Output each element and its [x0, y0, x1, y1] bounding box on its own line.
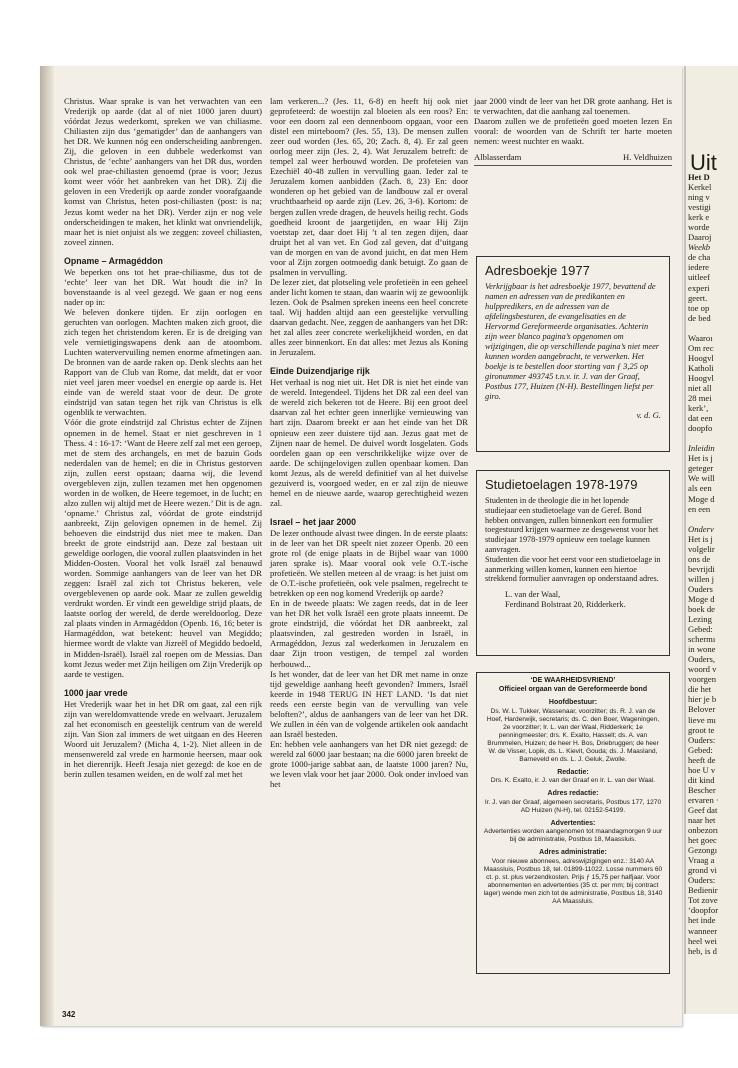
adjacent-page-line: iedere [688, 262, 709, 273]
adjacent-page-line: vestigi [688, 202, 711, 213]
adjacent-page-line: Het D [688, 172, 710, 182]
adjacent-page-line: die het [688, 684, 712, 695]
studietoelagen-notice [476, 470, 670, 656]
adjacent-page-line [688, 323, 728, 333]
paragraph: Het Vrederijk waar het in het DR om gaat, zal een rijk zijn van wereldomvattende vrede en welvaart. Jeruzalem zal het economisch en geestelijk centrum van de wereld zijn. Van Sion zal immers de wet uitgaan en des Heeren Woord uit Jeruzalem? (Micha 4, 1-2). Niet alleen in de mensenwereld zal vrede en harmonie heersen, maar ook in het dierenrijk. Heeft Jesaja niet gezegd: de koe en de berin zullen tesamen weiden, en de wolf zal met het [64, 698, 262, 780]
adjacent-page-line: het inde [688, 915, 716, 926]
adresboekje-notice [476, 256, 670, 452]
article-column-1 [64, 96, 262, 779]
adjacent-page-line: geert. [688, 292, 708, 303]
adjacent-page-line: dat een [688, 413, 713, 424]
page-gutter [40, 66, 54, 1026]
adjacent-page-line: worde [688, 222, 710, 233]
adjacent-page-line: wanneer [688, 925, 718, 936]
colophon-section-heading: Redactie: [557, 768, 589, 776]
adjacent-page-line: schermı [688, 634, 716, 645]
paragraph: Is het wonder, dat de leer van het DR met name in onze tijd geweldige aanhang heeft gevonden? Immers, Israël keerde in 1948 TERUG IN HET LAND. ‘Is dat niet reeds een eerste begin van de vervulling van vele beloften?’, aldus de aanhangers van de leer van het DR. We zullen in één van de volgende artikelen ook aandacht aan Israël besteden. [270, 668, 468, 739]
adjacent-page-line: niet all [688, 382, 712, 393]
adjacent-page-line: in wone [688, 644, 716, 655]
signature-author: H. Veldhuizen [622, 152, 672, 163]
adjacent-page-line: doopfo [688, 423, 713, 434]
colophon-section-body: Drs. K. Exalto, ir. J. van der Graaf en Ir. L. van der Waal. [490, 777, 656, 784]
adjacent-page-line: experi [688, 282, 710, 293]
studietoelagen-text-2: Studenten die voor het eerst voor een studietoelage in aanmerking willen komen, kunnen een hiertoe strekkend formulier aanvragen op onderstaand adres. [485, 554, 661, 584]
adjacent-page-line: Katholi [688, 362, 714, 373]
adjacent-page-line: de cha [688, 252, 711, 263]
adjacent-page-line: Ouders [688, 583, 713, 594]
paragraph: De lezer onthoude alvast twee dingen. In de eerste plaats: in de leer van het DR speelt niet zozeer Openb. 20 een grote rol (de enige plaats in de Bijbel waar van 1000 jaren sprake is). Maar vooral ook vele O.T.-ische profetieën. We stellen meteen al de vraag: is het juist om de O.T.-ische profetieën, ook vele psalmen, regelrecht te betrekken op een nog komend Vrederijk op aarde? [270, 527, 468, 599]
adjacent-page-line: groot te [688, 724, 715, 735]
adjacent-page-line: Gezongı [688, 845, 718, 856]
colophon-section-heading: Adres administratie: [539, 849, 607, 856]
adjacent-page-line: geteger [688, 463, 714, 474]
adjacent-page-line: heb, is d [688, 945, 717, 956]
section-heading: Israel – het jaar 2000 [270, 516, 357, 527]
paragraph: Het verhaal is nog niet uit. Het DR is niet het einde van de wereld. Integendeel. Tijdens het DR zal een deel van de wereld zich bekeren tot de Heere. Bij een groot deel daarvan zal het echter geen innerlijke vernieuwing van hart zijn. Daarom breekt er aan het einde van het DR opnieuw een zeer duistere tijd aan. Jezus gaat met de Zijnen naar de hemel. De duivel wordt losgelaten. Gods oordelen gaan op een verschrikkelijke wijze over de aarde. De schijngelovigen zullen openbaar komen. Dan komt Jezus, als de wereld definitief van al het duivelse gezuiverd is, voorgoed weder, en er zal zijn de nieuwe hemel en de nieuwe aarde, waarop gerechtigheid wezen zal. [270, 377, 468, 508]
adresboekje-title: Adresboekje 1977 [485, 263, 590, 278]
adjacent-page-line: ‘doopfor [688, 905, 719, 916]
colophon-subtitle: Officieel orgaan van de Gereformeerde bond [498, 685, 648, 693]
signature-place: Alblasserdam [474, 152, 522, 163]
colophon-section-body: Advertenties worden aangenomen tot maandagmorgen 9 uur bij de administratie, Postbus 18, Maassluis. [483, 828, 663, 843]
adjacent-page-text [688, 172, 728, 956]
adjacent-page-title: Uit [690, 150, 717, 175]
paragraph: En in de tweede plaats: We zagen reeds, dat in de leer van het DR het volk Israël een grote plaats inneemt. De grote eindstrijd, die vóórdat het DR aanbreekt, zal plaatsvinden, zal gestreden worden in Israël, in Armagéddon, Jezus zal wederkomen in Jeruzalem en daar Zijn troon vestigen, de tempel zal worden herbouwd... [270, 598, 468, 669]
studietoelagen-sign-name: L. van der Waal, [505, 590, 561, 600]
studietoelagen-title: Studietoelagen 1978-1979 [485, 477, 638, 492]
adjacent-page-line: Inleidin [688, 443, 715, 454]
adjacent-page-line: Bescher [688, 784, 716, 795]
adjacent-page-line: Hoogvl [688, 352, 714, 363]
adjacent-page-line: Moge d [688, 493, 715, 504]
paragraph: We beleven donkere tijden. Er zijn oorlogen en geruchten van oorlogen. Machten maken zich groot, die zich tegen het christendom keren. Er is de dreiging van vele vernietigingswapens denk aan de atoombom. Luchten watervervuiling nemen enorme afmetingen aan. De bronnen van de aarde raken op. Denk slechts aan het Rapport van de Club van Rome, dat meldt, dat er voor niet veel jaren meer voedsel en energie op aarde is. Het einde van de wereld staat voor de deur. De grote eindstrijd van satan tegen het rijk van Christus is elk ogenblik te verwachten. [64, 306, 262, 418]
paragraph: Vóór die grote eindstrijd zal Christus echter de Zijnen opnemen in de hemel. Staat er niet geschreven in 1 Thess. 4 : 16-17: ‘Want de Heere zelf zal met een geroep, met de stem des archangels, en met de bazuin Gods nederdalen van de hemel; en die in Christus gestorven zijn, zullen eerst opstaan; daarna wij, die levend overgebleven zijn, zullen tezamen met hen opgenomen worden in de wolken, de Heere tegemoet, in de lucht; en alzo zullen wij altijd met de Heere wezen.’ Dit is de agn. ‘opname.’ Christus zal, vóórdat de grote eindstrijd aanbreekt, Zijn gelovigen opnemen in de hemel. Zij behoeven die eindstrijd dus niet mee te maken. Dan breekt de grote eindstrijd aan. Deze zal bestaan uit geweldige oorlogen, die vooral zullen plaatsvinden in het Midden-Oosten. Vooral het volk Israël zal benauwd worden. Sommige aanhangers van de leer van het DR zeggen: Israël zal zich tot Christus bekeren, vele overgeblevenen op aarde ook. Maar ze zullen geweldig verdrukt worden. Er vindt een geweldige strijd plaats, de laatste oorlog der wereld, de derde wereldoorlog. Deze zal plaats vinden in Armagéddon (Openb. 16, 16; beter is Harmagéddon, wat betekent: heuvel van Megiddo; hiermee wordt de vlakte van Jizreël of Megiddo bedoeld, in Midden-Israël). Israël zal roepen om de Messias. Dan komt Jezus weder met Zijn heiligen om Zijn Vrederijk op aarde te vestigen. [64, 417, 262, 679]
section-heading: 1000 jaar vrede [64, 687, 128, 698]
paragraph: Daarom zullen we de profetieën goed moeten lezen En vooral: de woorden van de Schrift ter harte moeten nemen: weest nuchter en waakt. [474, 116, 672, 147]
studietoelagen-sign-address: Ferdinand Bolstraat 20, Ridderkerk. [505, 600, 626, 610]
colophon-section-body: Ir. J. van der Graaf, algemeen secretaris, Postbus 177, 1270 AD Huizen (N-H), tel. 02152-54199. [484, 798, 662, 814]
adjacent-page-line: Moge d [688, 593, 715, 604]
adjacent-page-line: heel wei [688, 935, 717, 946]
colophon-section-heading: Advertenties: [550, 819, 596, 827]
adjacent-page-line: dit kind [688, 774, 715, 785]
article-column-3 [474, 96, 672, 166]
adjacent-page-line: kerk’, [688, 403, 709, 414]
adjacent-page-line: Vraag a [688, 855, 715, 866]
adjacent-page-line: willen j [688, 573, 715, 584]
adjacent-page-line: grond vi [688, 865, 717, 876]
adjacent-page-line: Gebed: [688, 744, 713, 755]
paragraph: En: hebben vele aanhangers van het DR niet gezegd: de wereld zal 6000 jaar bestaan; na die 6000 jaren breekt de grote 1000-jarige sabbat aan, de laatste 1000 jaren? Nu, we leven vlak voor het jaar 2000. Ook onder invloed van het [270, 738, 468, 790]
colophon [476, 672, 670, 974]
adjacent-page-line: en een [688, 503, 711, 514]
adjacent-page-line: Kerkel [688, 182, 712, 193]
adjacent-page-line: We will [688, 473, 715, 484]
adjacent-page-line: ons de [688, 553, 711, 564]
adjacent-page-line: Hoogvl [688, 372, 714, 383]
colophon-section-heading: Hoofdbestuur: [548, 699, 598, 706]
adjacent-page-line: kerk e [688, 212, 710, 223]
adjacent-page-line [688, 433, 728, 443]
adjacent-page-line: uitleef [688, 272, 710, 283]
paragraph: De lezer ziet, dat plotseling vele profetieën in een geheel ander licht komen te staan, dan waarin wij ze gewoonlijk lezen. Ook de Psalmen spreken ineens een heel concrete taal. Wij hadden altijd aan een geestelijke vervulling daarvan gedacht. Nee, zeggen de aanhangers van het DR: het zal alles zeer concrete werkelijkheid worden, en dat alles zeer binnenkort. En dat alles: met Jezus als Koning in Jeruzalem. [270, 276, 468, 358]
adjacent-page-line: Lezing [688, 614, 712, 625]
adjacent-page-line: naar het [688, 815, 716, 825]
article-column-2 [270, 96, 468, 789]
adjacent-page-line: onbezorı [688, 825, 719, 836]
colophon-section-body: Ds. W. L. Tukker, Wassenaar, voorzitter; ds. R. J. van de Hoef, Harderwijk, secretaris; ds. C. den Boer, Wageningen, 2e voorzitter; Ir. L. van der Waal, Ridderkerk; 1e penningmeester; drs. K. Exalto, Hasselt; ds. A. van Brummelen, Huizen; de heer H. Bos, Driebruggen; de heer W. de Visser, Lopik, ds. L. Kievit, Gouda; ds. J. Maasland, Barneveld en ds. L. J. Geluk, Zwolle. [486, 707, 660, 763]
adjacent-page-line: Het is j [688, 453, 713, 464]
adjacent-page-line: Gebed: [688, 624, 713, 635]
adjacent-page-line: Bedienir [688, 885, 718, 896]
adjacent-page-line: hoe U v [688, 764, 716, 775]
adjacent-page-line: Het is j [688, 533, 713, 544]
adjacent-page-line: voorgen [688, 674, 717, 685]
adjacent-page-line: volgelir [688, 543, 715, 554]
section-heading: Einde Duizendjarige rijk [270, 366, 370, 377]
adjacent-page-line: toe op [688, 302, 710, 313]
adjacent-page-line: de bed [688, 312, 711, 323]
adjacent-page-line: woord v [688, 664, 717, 675]
adjacent-page-line [688, 514, 728, 524]
adjacent-page-line: Ouders: [688, 875, 716, 886]
colophon-sections [483, 699, 663, 906]
adjacent-page-line: als een [688, 483, 712, 494]
paragraph: We beperken ons tot het prae-chiliasme, dus tot de ‘echte’ leer van het DR. Wat houdt die in? In bovenstaande is al veel gezegd. We gaan er nog eens nader op in: [64, 266, 262, 307]
adjacent-page-line: Belover [688, 704, 716, 715]
paragraph: jaar 2000 vindt de leer van het DR grote aanhang. Het is te verwachten, dat die aanhang zal toenemen. [474, 96, 672, 117]
adjacent-page-line: ning v [688, 192, 710, 203]
adjacent-page-line: Waaroı [688, 332, 713, 343]
adjacent-page-line: Ouders, [688, 654, 715, 665]
adresboekje-text: Verkrijgbaar is het adresboekje 1977, bevattend de namen en adressen van de predikanten en hulppredikers, en de adressen van de afdelingsbesturen, de evangelisaties en de Hervormd Gereformeerde organisaties. Achterin zijn weer blanco pagina’s opgenomen om wijzigingen, die op verschillende pagina’s niet meer kunnen worden aangebracht, te verwerken. Het boekje is te bestellen door storting van ƒ 3,25 op gironummer 493745 t.n.v. ir. J. van der Graaf, Postbus 177, Huizen (N-H). Bestellingen liefst per giro. [485, 282, 660, 401]
adjacent-page-line: Ouders: [688, 734, 716, 745]
adjacent-page-line: ervaren · [688, 794, 719, 805]
adjacent-page-line: heeft de [688, 754, 716, 765]
studietoelagen-text-1: Studenten in de theologie die in het lopende studiejaar een studietoelage van de Geref. Bond hebben ontvangen, zullen binnenkort een formulier toegestuurd krijgen waarmee ze desgewenst voor het studiejaar 1978-1979 opnieuw een toelage kunnen aanvragen. [485, 496, 659, 554]
colophon-section-body: Voor nieuwe abonnees, adreswijzigingen enz.: 3140 AA Maassluis, Postbus 18, tel. 01899-11022. Losse nummers 60 ct. p. st. plus verzendkosten. Prijs ƒ 15,75 per halfjaar. Voor abonnementen en advertenties (35 ct. per mm; bij contract lager) wende men zich tot de administratie, Postbus 18, 3140 AA Maassluis. [483, 857, 663, 905]
adjacent-page-line: Tot zove [688, 895, 718, 906]
adjacent-page-line: hier je b [688, 694, 717, 705]
adjacent-page-line: het goec [688, 835, 717, 846]
paragraph: lam verkeren...? (Jes. 11, 6-8) en heeft hij ook niet geprofeteerd: de woestijn zal bloeien als een roos? En: voor een doorn zal een dennenboom opgaan, voor een distel een mirteboom? (Jes. 55, 13). De mensen zullen zeer oud worden (Jes. 65, 20; Zach. 8, 4). Er zal geen oorlog meer zijn (Jes. 2, 4). Wat Jeruzalem betreft: de tempel zal weer herbouwd worden. De profeteien van Ezechiël 40-48 zullen in vervulling gaan. Ieder zal te Jeruzalem komen aanbidden (Zach. 8, 23) En: door wonderen op het gebied van de landbouw zal er overal vruchtbaarheid op aarde zijn (Lev. 26, 3-6). Kortom: de bergen zullen vrede dragen, de heuvels heilig recht. Gods goedheid kroont de jaargetijden, en waar Hij Zijn voetstap zet, daar doet Hij ’t al ten zegen dijen, daar druipt het al van vet. En God zal geven, dat d’uitgang van de morgen en van de avond juicht, en dat men Hem voor al Zijn zorgen ootmoedig dank betuigt. Zo gaan de psalmen in vervulling. [270, 96, 468, 277]
adjacent-page-line: Geef dat [688, 804, 718, 815]
adjacent-page-line: 28 mei [688, 393, 712, 404]
colophon-section-heading: Adres redactie: [547, 790, 599, 797]
adjacent-page-line: lieve mı [688, 714, 716, 725]
article-column-3-body [474, 96, 672, 146]
adjacent-page-line: Onderv [688, 523, 714, 534]
adjacent-page-line: Daaroj [688, 232, 712, 243]
adjacent-page-line: boek de [688, 604, 715, 615]
article-signature [474, 152, 672, 166]
adjacent-page-line: Weekb [688, 242, 711, 253]
adjacent-page-line: Om rec [688, 342, 714, 353]
page-number: 342 [62, 1010, 76, 1019]
adresboekje-sign: v. d. G. [636, 410, 661, 420]
adjacent-page-line: bevrijdi [688, 563, 715, 574]
section-heading: Opname – Armagéddon [64, 255, 163, 266]
paragraph: Christus. Waar sprake is van het verwachten van een Vrederijk op aarde (dat al of niet 1000 jaren duurt) vóórdat Jezus wederkomt, spreken we van chiliasme. Chiliasten zijn dus ‘gematigder’ dan de aanhangers van het DR. We kunnen nóg een onderscheiding aanbrengen. Zij, die geloven in een dubbele wederkomst van Christus, de ‘echte’ aanhangers van het DR dus, worden ook wel prae-chiliasten genoemd (prae is voor; Jezus komt weer vóór het aanbreken van het DR). Zij die geloven in een Vrederijk op aarde zonder voorafgaande komst van Christus, heten post-chiliasten (post: is na; Jezus komt weder na het DR). Verder zijn er nog vele onderscheidingen te maken, het klinkt wat onvriendelijk, maar het is niet onjuist als we zeggen: zoveel chiliasten, zoveel zinnen. [64, 96, 262, 247]
colophon-masthead: ‘DE WAARHEIDSVRIEND’ [530, 677, 616, 684]
